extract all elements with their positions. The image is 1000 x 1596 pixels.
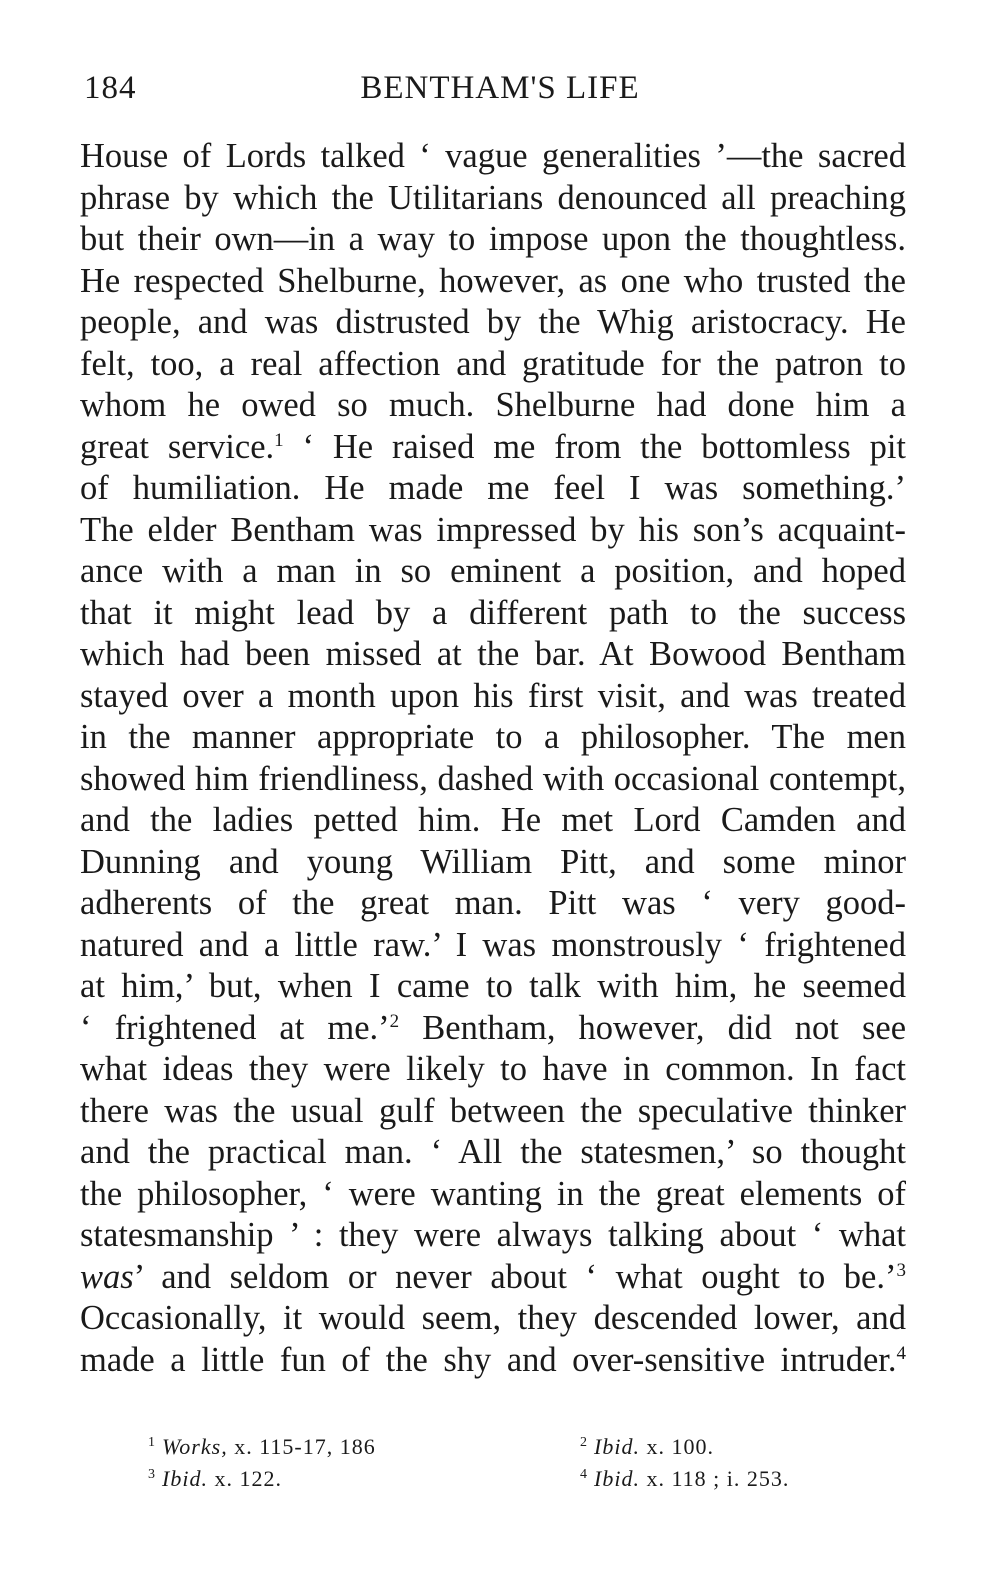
footnote-source: Ibid.: [162, 1466, 208, 1491]
footnote-4: [580, 1466, 789, 1492]
footnote-mark: 4: [580, 1467, 588, 1482]
footnote-ref: x. 115-17, 186: [234, 1434, 376, 1459]
text-line: adherents of the great man. Pitt was ‘ very good-: [80, 884, 906, 922]
text-line: people, and was distrusted by the Whig aristocracy. He: [80, 303, 906, 341]
text-line: showed him friendliness, dashed with occasional contempt,: [80, 759, 906, 798]
text-line: [80, 1257, 906, 1299]
footnote-mark: 2: [580, 1435, 588, 1450]
body-text: [80, 136, 906, 1381]
text-line: ance with a man in so eminent a position, and hoped: [80, 552, 906, 590]
text-line: Occasionally, it would seem, they descended lower, and: [80, 1299, 906, 1337]
text-line: [80, 1340, 906, 1382]
footnote-2: [580, 1434, 714, 1460]
text-line: The elder Bentham was impressed by his son’s acquaint-: [80, 510, 906, 549]
italic-word: was: [80, 1257, 134, 1296]
footnote-source: Ibid.: [594, 1466, 640, 1491]
text-line: House of Lords talked ‘ vague generalities ’—the sacred: [80, 137, 906, 175]
text-line: in the manner appropriate to a philosopher. The men: [80, 718, 906, 756]
text-line: Dunning and young William Pitt, and some minor: [80, 842, 906, 881]
text-line: that it might lead by a different path to the success: [80, 593, 906, 632]
text-line: natured and a little raw.’ I was monstrously ‘ frightened: [80, 925, 906, 964]
text-segment: ‘ He raised me from the bottomless pit: [302, 427, 906, 466]
text-segment: ‘ frightened at me.’: [80, 1008, 390, 1047]
text-line: felt, too, a real affection and gratitude for the patron to: [80, 344, 906, 383]
text-line: of humiliation. He made me feel I was something.’: [80, 469, 906, 507]
footnote-mark: 3: [148, 1467, 156, 1482]
running-head: BENTHAM'S LIFE: [360, 70, 640, 106]
footnote-3: [148, 1466, 282, 1492]
footnote-ref-2[interactable]: 2: [389, 1010, 400, 1032]
text-line: He respected Shelburne, however, as one who trusted the: [80, 261, 906, 300]
text-line: at him,’ but, when I came to talk with him, he seemed: [80, 967, 906, 1005]
text-line: the philosopher, ‘ were wanting in the great elements of: [80, 1174, 906, 1213]
text-line: stayed over a month upon his first visit, and was treated: [80, 676, 906, 715]
footnote-1: [148, 1434, 376, 1460]
footnote-ref-3[interactable]: 3: [896, 1259, 906, 1281]
text-line: phrase by which the Utilitarians denounced all preaching: [80, 178, 906, 217]
text-line: but their own—in a way to impose upon the thoughtless.: [80, 220, 906, 258]
text-segment: made a little fun of the shy and over-sensitive intruder.: [80, 1340, 897, 1379]
text-line: whom he owed so much. Shelburne had done him a: [80, 386, 906, 424]
text-line: which had been missed at the bar. At Bowood Bentham: [80, 635, 906, 673]
footnote-source: Works,: [162, 1434, 228, 1459]
text-line: and the ladies petted him. He met Lord Camden and: [80, 801, 906, 839]
footnote-ref: x. 100.: [646, 1434, 714, 1459]
text-line: [80, 1008, 906, 1050]
footnote-ref-1[interactable]: 1: [274, 429, 284, 451]
text-line: and the practical man. ‘ All the statesmen,’ so thought: [80, 1133, 906, 1171]
footnote-ref: x. 118 ; i. 253.: [646, 1466, 790, 1491]
footnote-mark: 1: [148, 1435, 156, 1450]
text-line: there was the usual gulf between the speculative thinker: [80, 1091, 906, 1130]
footnote-ref: x. 122.: [214, 1466, 282, 1491]
text-line: what ideas they were likely to have in common. In fact: [80, 1050, 906, 1088]
text-segment: Bentham, however, did not see: [422, 1008, 906, 1047]
footnote-ref-4[interactable]: 4: [896, 1342, 906, 1364]
footnote-source: Ibid.: [594, 1434, 640, 1459]
text-line: statesmanship ’ : they were always talking about ‘ what: [80, 1216, 906, 1254]
text-segment: great service.: [80, 427, 275, 466]
page-number: 184: [84, 70, 137, 106]
text-segment: ’ and seldom or never about ‘ what ought to be.’: [133, 1257, 897, 1296]
text-line: [80, 427, 906, 469]
